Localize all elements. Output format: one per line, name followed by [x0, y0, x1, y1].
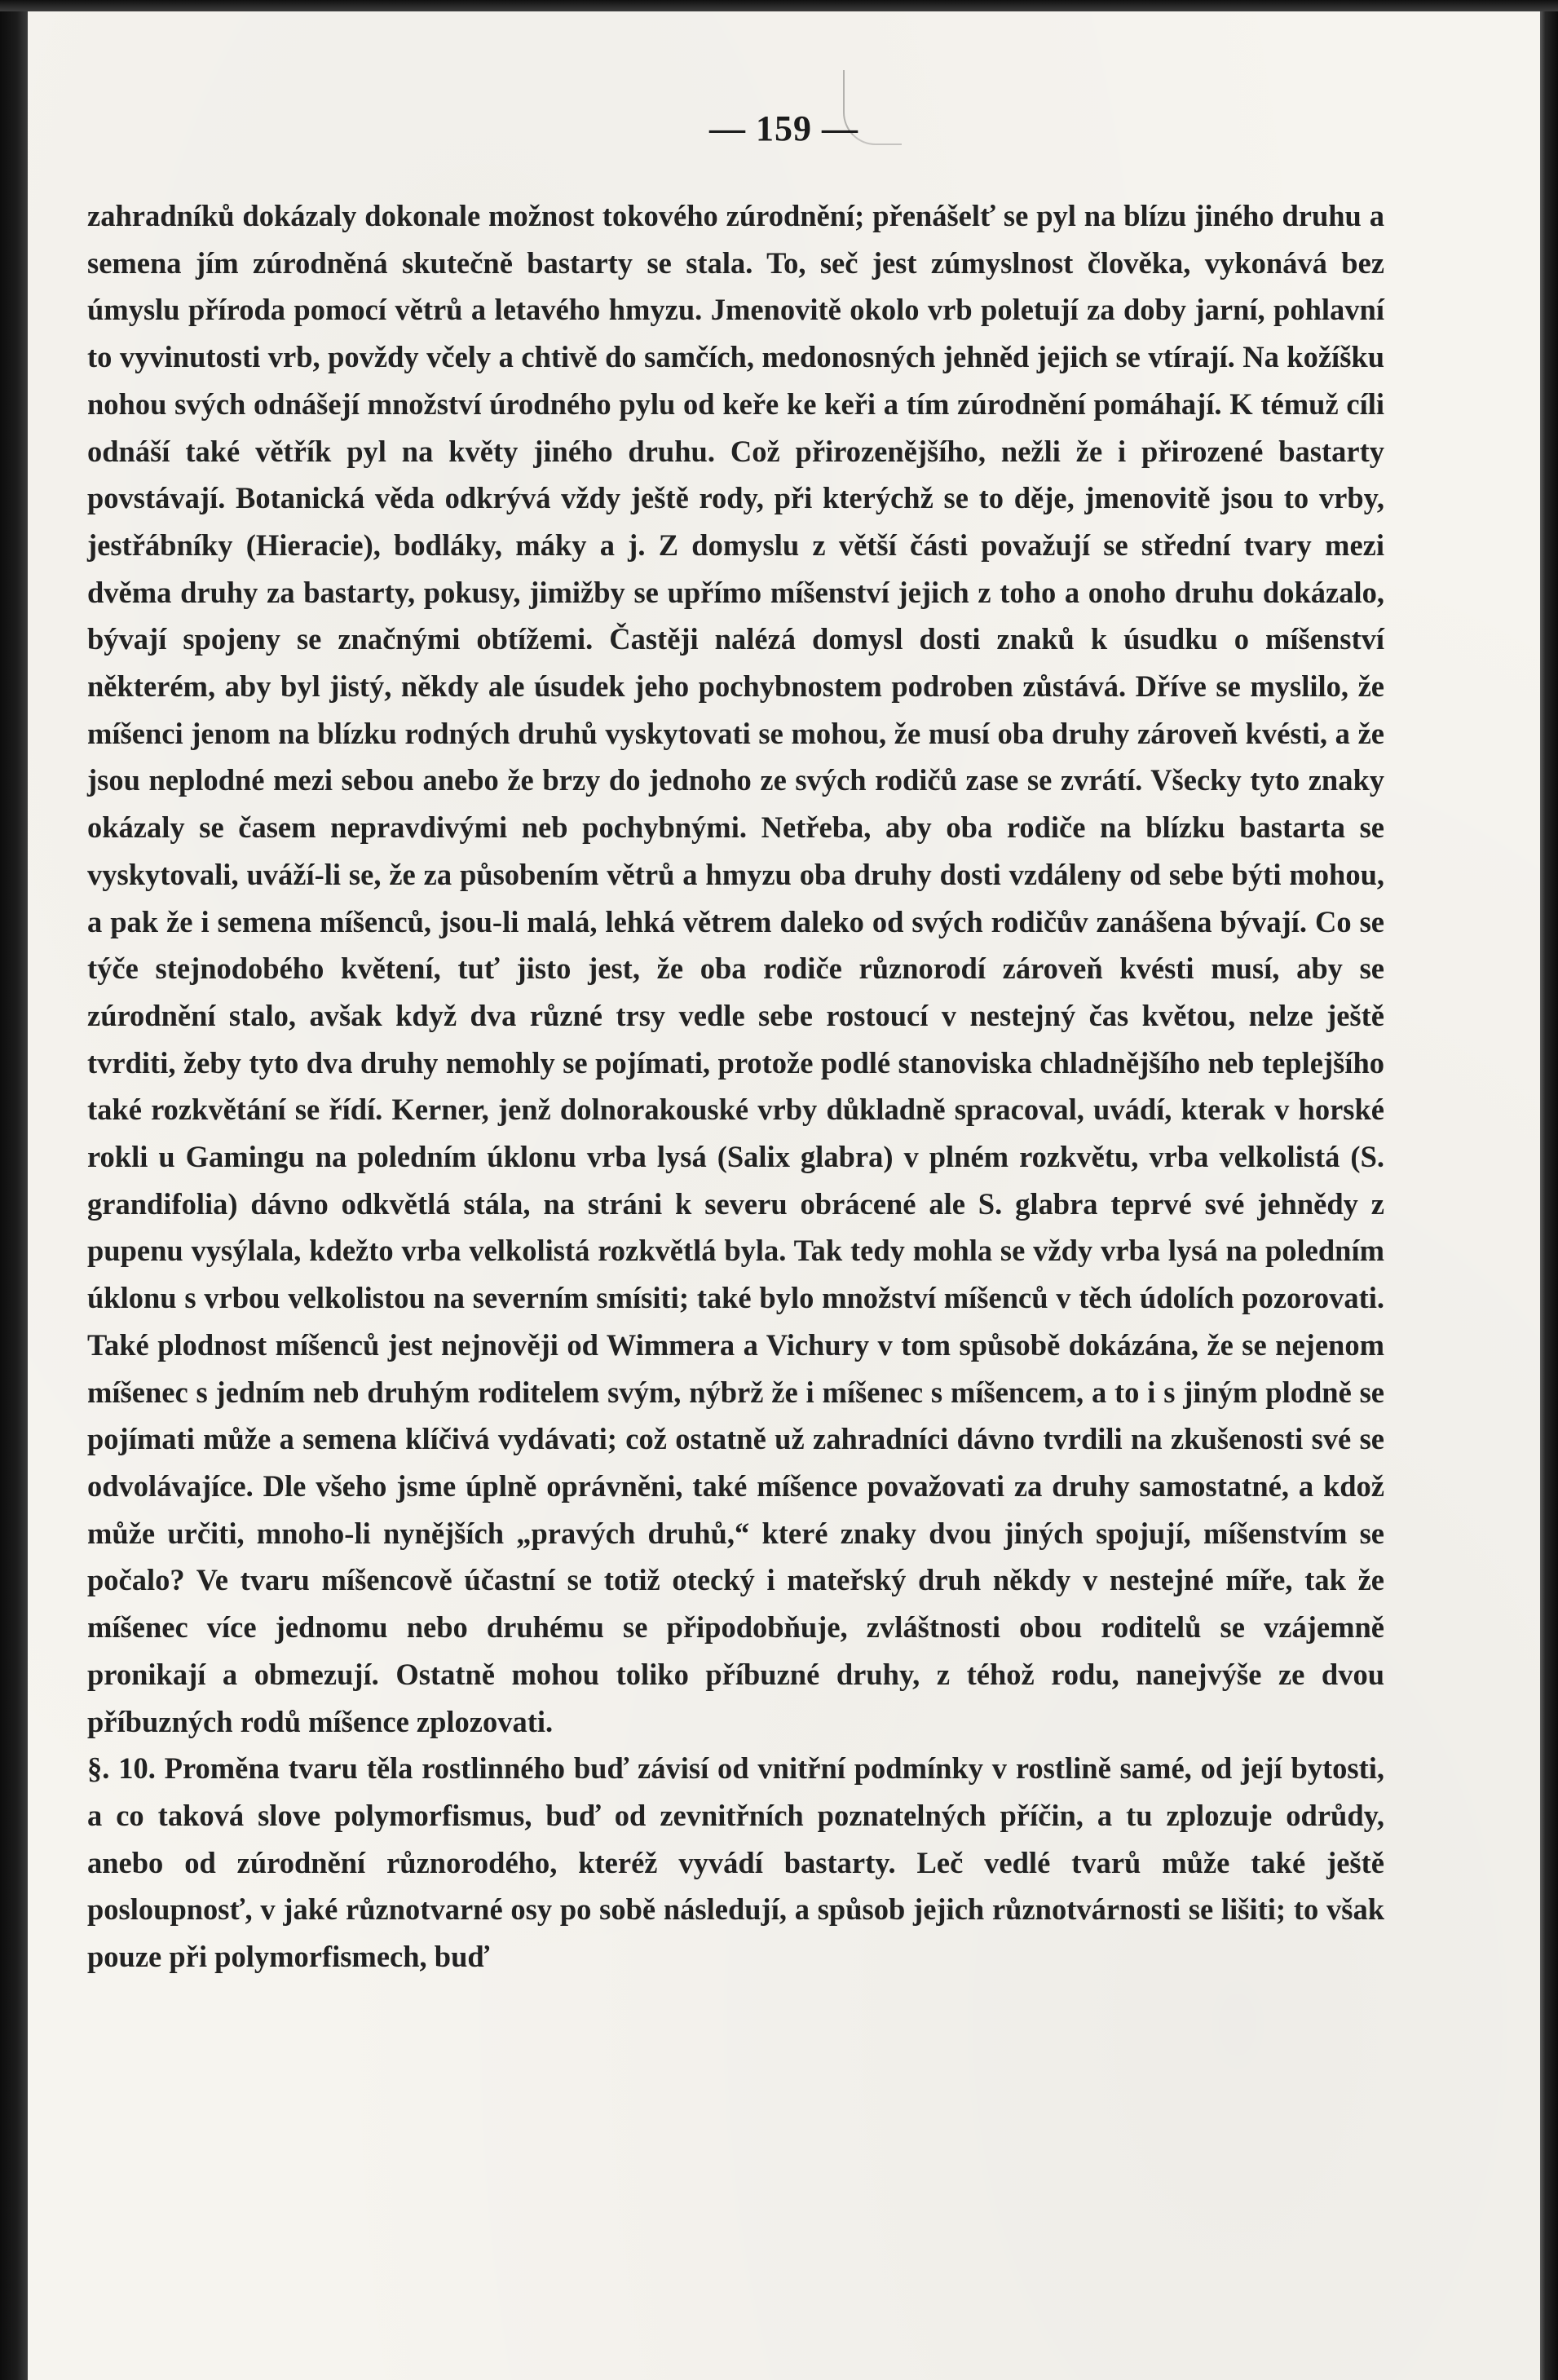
page-text: [87, 192, 1384, 1980]
scan-left-edge: [0, 0, 28, 2380]
scan-top-edge: [0, 0, 1558, 11]
section-heading: §. 10.: [87, 1751, 156, 1786]
section-text: Proměna tvaru těla rostlinného buď závisí od vnitřní podmínky v rostlině samé, od její bytosti, a co taková slove polymorfismus, buď od zevnitřních poznatelných příčin, a tu zplozuje odrůdy, anebo od zúrodnění různorodého, kteréž vyvádí bastarty. Leč vedlé tvarů může také ještě posloupnosť, v jaké různotvarné osy po sobě následují, a spůsob jejich různotvárnosti se lišiti; to však pouze při polymorfismech, buď: [87, 1751, 1385, 1974]
scan-right-edge: [1540, 0, 1558, 2380]
page-number: — 159 —: [709, 108, 858, 148]
paragraph: zahradníků dokázaly dokonale možnost tokového zúrodnění; přenášelť se pyl na blízu jiného druhu a semena jím zúrodněná skutečně bastarty se stala. To, seč jest zúmyslnost člověka, vykonává bez úmyslu příroda pomocí větrů a letavého hmyzu. Jmenovitě okolo vrb poletují za doby jarní, pohlavní to vyvinutosti vrb, povždy včely a chtivě do samčích, medonosných jehněd jejich se vtírají. Na kožíšku nohou svých odnášejí množství úrodného pylu od keře ke keři a tím zúrodnění pomáhají. K témuž cíli odnáší také větřík pyl na květy jiného druhu. Což přirozenějšího, nežli že i přirozené bastarty povstávají. Botanická věda odkrývá vždy ještě rody, při kterýchž se to děje, jmenovitě jsou to vrby, jestřábníky (Hieracie), bodláky, máky a j. Z domyslu z větší části považují se střední tvary mezi dvěma druhy za bastarty, pokusy, jimižby se upřímo míšenství jejich z toho a onoho druhu dokázalo, bývají spojeny se značnými obtížemi. Častěji nalézá domysl dosti znaků k úsudku o míšenství některém, aby byl jistý, někdy ale úsudek jeho pochybnostem podroben zůstává. Dříve se myslilo, že míšenci jenom na blízku rodných druhů vyskytovati se mohou, že musí oba druhy zároveň kvésti, a že jsou neplodné mezi sebou anebo že brzy do jednoho ze svých rodičů zase se zvrátí. Všecky tyto znaky okázaly se časem nepravdivými neb pochybnými. Netřeba, aby oba rodiče na blízku bastarta se vyskytovali, uváží-li se, že za působením větrů a hmyzu oba druhy dosti vzdáleny od sebe býti mohou, a pak že i semena míšenců, jsou-li malá, lehká větrem daleko od svých rodičův zanášena bývají. Co se týče stejnodobého květení, tuť jisto jest, že oba rodiče různorodí zároveň kvésti musí, aby se zúrodnění stalo, avšak když dva různé trsy vedle sebe rostoucí v nestejný čas květou, nelze ještě tvrditi, žeby tyto dva druhy nemohly se pojímati, protože podlé stanoviska chladnějšího neb teplejšího také rozkvětání se řídí. Kerner, jenž dolnorakouské vrby důkladně spracoval, uvádí, kterak v horské rokli u Gamingu na poledním úklonu vrba lysá (Salix glabra) v plném rozkvětu, vrba velkolistá (S. grandifolia) dávno odkvětlá stála, na stráni k severu obrácené ale S. glabra teprvé své jehnědy z pupenu vysýlala, kdežto vrba velkolistá rozkvětlá byla. Tak tedy mohla se vždy vrba lysá na poledním úklonu s vrbou velkolistou na severním smísiti; také bylo množství míšenců v těch údolích pozorovati. Také plodnost míšenců jest nejnověji od Wimmera a Vichury v tom spůsobě dokázána, že se nejenom míšenec s jedním neb druhým roditelem svým, nýbrž že i míšenec s míšencem, a to i s jiným plodně se pojímati může a semena klíčivá vydávati; což ostatně už zahradníci dávno tvrdili na zkušenosti své se odvolávajíce. Dle všeho jsme úplně oprávněni, také míšence považovati za druhy samostatné, a kdož může určiti, mnoho-li nynějších „pravých druhů,“ které znaky dvou jiných spojují, míšenstvím se počalo? Ve tvaru míšencově účastní se totiž otecký i mateřský druh někdy v nestejné míře, tak že míšenec více jednomu nebo druhému se připodobňuje, zvláštnosti obou roditelů se vzájemně pronikají a obmezují. Ostatně mohou toliko příbuzné druhy, z téhož rodu, nanejvýše ze dvou příbuzných rodů míšence zplozovati.: [87, 199, 1384, 1738]
section-paragraph: [87, 1745, 1384, 1980]
book-page: [28, 11, 1540, 2380]
